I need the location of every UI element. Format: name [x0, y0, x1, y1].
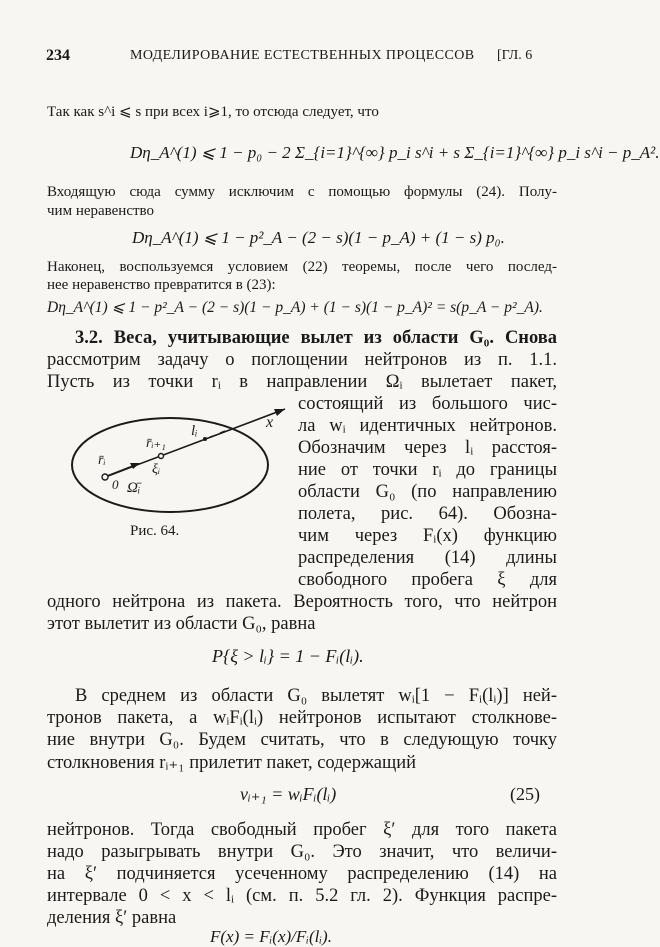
wrap-line-1: состоящий из большого чис-: [298, 394, 557, 414]
fig-label-o: 0: [112, 477, 119, 492]
p6-line-1: В среднем из области G₀ вылетят wᵢ[1 − Fᵢ(lᵢ)] ней-: [75, 686, 557, 706]
figure-caption: Рис. 64.: [130, 523, 180, 539]
paragraph-3-line-2: нее неравенство превратится в (23):: [47, 277, 276, 293]
arrow-head: [274, 409, 285, 416]
fig-label-r: r̄ᵢ: [98, 453, 106, 468]
wrap-line-9: свободного пробега ξ для: [298, 570, 557, 590]
section-line-2: рассмотрим задачу о поглощении нейтронов из п. 1.1.: [47, 350, 557, 370]
p7-line-3: на ξ′ подчиняется усеченному распределению (14) на: [47, 864, 557, 884]
direction-arrowhead: [130, 463, 140, 469]
p7-line-1: нейтронов. Тогда свободный пробег ξ′ для того пакета: [47, 820, 557, 840]
paragraph-2-line-2: чим неравенство: [47, 203, 155, 219]
p7-line-5: деления ξ′ равна: [47, 908, 177, 928]
p7-line-4: интервале 0 < x < lᵢ (см. п. 5.2 гл. 2). Функция распре-: [47, 886, 557, 906]
figure-64: [60, 395, 300, 515]
equation-5: vᵢ₊₁ = wᵢFᵢ(lᵢ): [240, 784, 337, 804]
p6-line-2: тронов пакета, а wᵢFᵢ(lᵢ) нейтронов испытают столкнове-: [47, 708, 557, 728]
point-o: [102, 474, 108, 480]
fig-label-l: lᵢ: [191, 423, 198, 439]
equation-5-number: (25): [510, 784, 540, 804]
p6-line-3: ние внутри G₀. Будем считать, что в следующую точку: [47, 730, 557, 750]
point-next: [159, 454, 164, 459]
p5-line-1: одного нейтрона из пакета. Вероятность того, что нейтрон: [47, 592, 557, 612]
direction-arrow: [105, 465, 136, 477]
equation-3: Dη_A^(1) ⩽ 1 − p²_A − (2 − s)(1 − p_A) + (1 − s)(1 − p_A)² = s(p_A − p²_A).: [47, 299, 543, 316]
wrap-line-2: ла wᵢ идентичных нейтронов.: [298, 416, 557, 436]
paragraph-3-line-1: Наконец, воспользуемся условием (22) теоремы, после чего послед-: [47, 259, 557, 275]
wrap-line-8: распределения (14) длины: [298, 548, 557, 568]
equation-4: P{ξ > lᵢ} = 1 − Fᵢ(lᵢ).: [212, 646, 364, 666]
wrap-line-6: полета, рис. 64). Обозна-: [298, 504, 557, 524]
equation-6: F(x) = Fᵢ(x)/Fᵢ(lᵢ).: [210, 927, 332, 946]
running-title: МОДЕЛИРОВАНИЕ ЕСТЕСТВЕННЫХ ПРОЦЕССОВ: [130, 48, 475, 63]
section-line-3: Пусть из точки rᵢ в направлении Ωᵢ вылетает пакет,: [47, 372, 557, 392]
equation-2: Dη_A^(1) ⩽ 1 − p²_A − (2 − s)(1 − p_A) + (1 − s) p₀.: [132, 228, 505, 247]
page-number: 234: [46, 47, 70, 64]
paragraph-1: Так как s^i ⩽ s при всех i⩾1, то отсюда следует, что: [47, 104, 379, 120]
p7-line-2: надо разыгрывать внутри G₀. Это значит, что величи-: [47, 842, 557, 862]
equation-1: Dη_A^(1) ⩽ 1 − p₀ − 2 Σ_{i=1}^{∞} p_i s^i + s Σ_{i=1}^{∞} p_i s^i − p_A².: [130, 143, 660, 162]
chapter-label: [ГЛ. 6: [497, 48, 533, 63]
wrap-line-7: чим через Fᵢ(x) функцию: [298, 526, 557, 546]
fig-label-x: x: [266, 414, 274, 431]
p6-line-4: столкновения rᵢ₊₁ прилетит пакет, содержащий: [47, 753, 417, 773]
wrap-line-3: Обозначим через lᵢ расстоя-: [298, 438, 557, 458]
section-line-1: 3.2. Веса, учитывающие вылет из области G₀. Снова: [75, 328, 557, 348]
fig-label-omega: Ω̄ᵢ: [127, 480, 141, 496]
p5-line-2: этот вылетит из области G₀, равна: [47, 614, 316, 634]
wrap-line-5: области G₀ (по направлению: [298, 482, 557, 502]
fig-label-xi: ξᵢ: [152, 462, 161, 477]
paragraph-2-line-1: Входящую сюда сумму исключим с помощью формулы (24). Полу-: [47, 184, 557, 200]
wrap-line-4: ние от точки rᵢ до границы: [298, 460, 557, 480]
point-boundary: [203, 437, 207, 441]
fig-label-r-next: r̄ᵢ₊₁: [146, 436, 166, 451]
